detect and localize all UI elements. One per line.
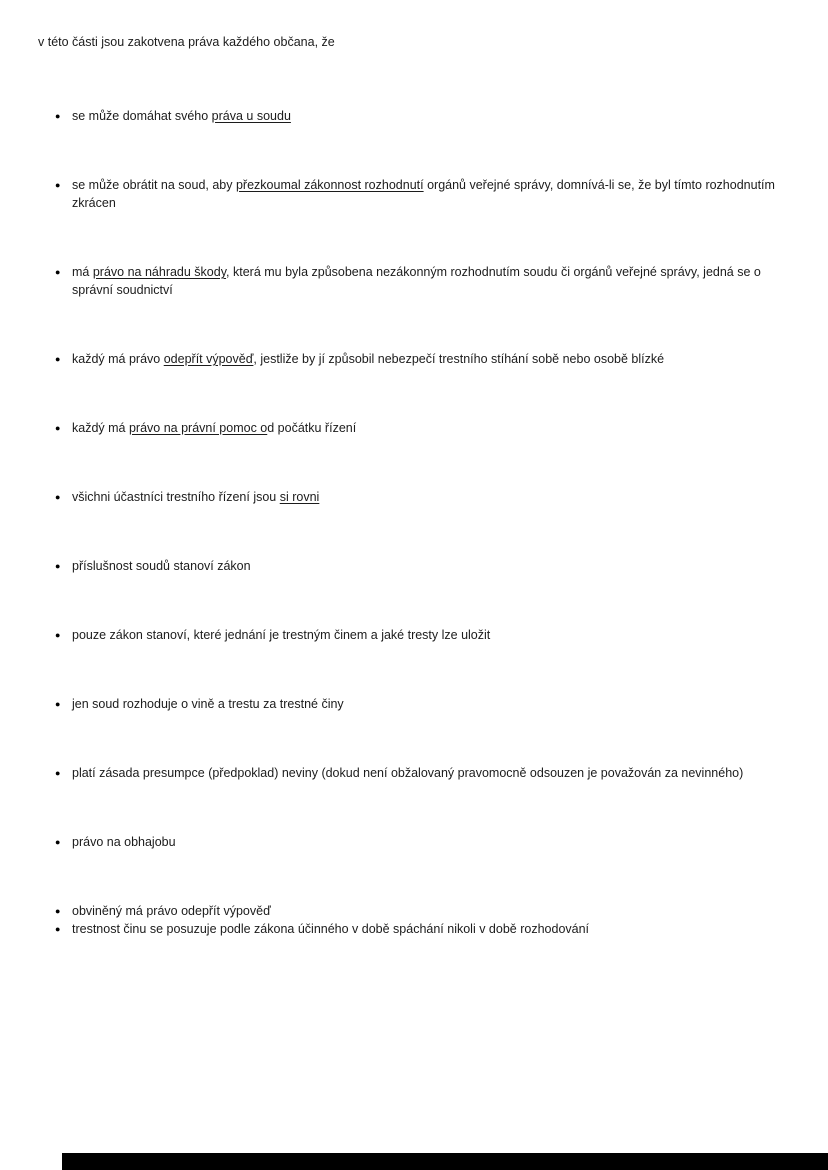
list-item-text: má právo na náhradu škody, která mu byla způsobena nezákonným rozhodnutím soudu či orgánů veřejné správy, jedná se o správní soudnictví [72,265,761,297]
bullet-icon: ● [55,837,61,847]
list-item-text: každý má právo odepřít výpověď, jestliže by jí způsobil nebezpečí trestního stíhání sobě nebo osobě blízké [72,352,665,366]
list-item-text: platí zásada presumpce (předpoklad) neviny (dokud není obžalovaný pravomocně odsouzen je považován za nevinného) [72,766,744,780]
list-item [55,764,792,782]
list-item-text: pouze zákon stanoví, které jednání je trestným činem a jaké tresty lze uložit [72,628,491,642]
bullet-icon: ● [55,906,61,916]
list-item [55,833,792,851]
list-item-text: příslušnost soudů stanoví zákon [72,559,251,573]
bullet-icon: ● [55,492,61,502]
intro-text: v této části jsou zakotvena práva každého občana, že [38,35,335,49]
list-item [55,176,792,212]
list-item [55,263,792,299]
list-item [55,350,792,368]
bullet-icon: ● [55,423,61,433]
bullet-icon: ● [55,354,61,364]
list-item [55,626,792,644]
list-item [55,107,792,125]
bullet-icon: ● [55,768,61,778]
rights-list [55,107,792,989]
bullet-icon: ● [55,699,61,709]
list-item-text: všichni účastníci trestního řízení jsou si rovni [72,490,320,504]
list-item-text: obviněný má právo odepřít výpověď [72,904,271,918]
bullet-icon: ● [55,630,61,640]
list-item [55,557,792,575]
bullet-icon: ● [55,180,61,190]
list-item-text: právo na obhajobu [72,835,176,849]
list-item [55,920,792,938]
list-item [55,695,792,713]
bullet-icon: ● [55,924,61,934]
list-item-text: trestnost činu se posuzuje podle zákona účinného v době spáchání nikoli v době rozhodování [72,922,590,936]
list-item [55,419,792,437]
list-item-text: se může domáhat svého práva u soudu [72,109,291,123]
list-item-text: se může obrátit na soud, aby přezkoumal zákonnost rozhodnutí orgánů veřejné správy, domnívá-li se, že byl tímto rozhodnutím zkrácen [72,178,775,210]
bullet-icon: ● [55,111,61,121]
bullet-icon: ● [55,267,61,277]
list-item [55,488,792,506]
list-item-text: jen soud rozhoduje o vině a trestu za trestné činy [72,697,344,711]
list-item [55,902,792,920]
bullet-icon: ● [55,561,61,571]
list-item-text: každý má právo na právní pomoc od počátku řízení [72,421,357,435]
bottom-bar [62,1153,828,1170]
